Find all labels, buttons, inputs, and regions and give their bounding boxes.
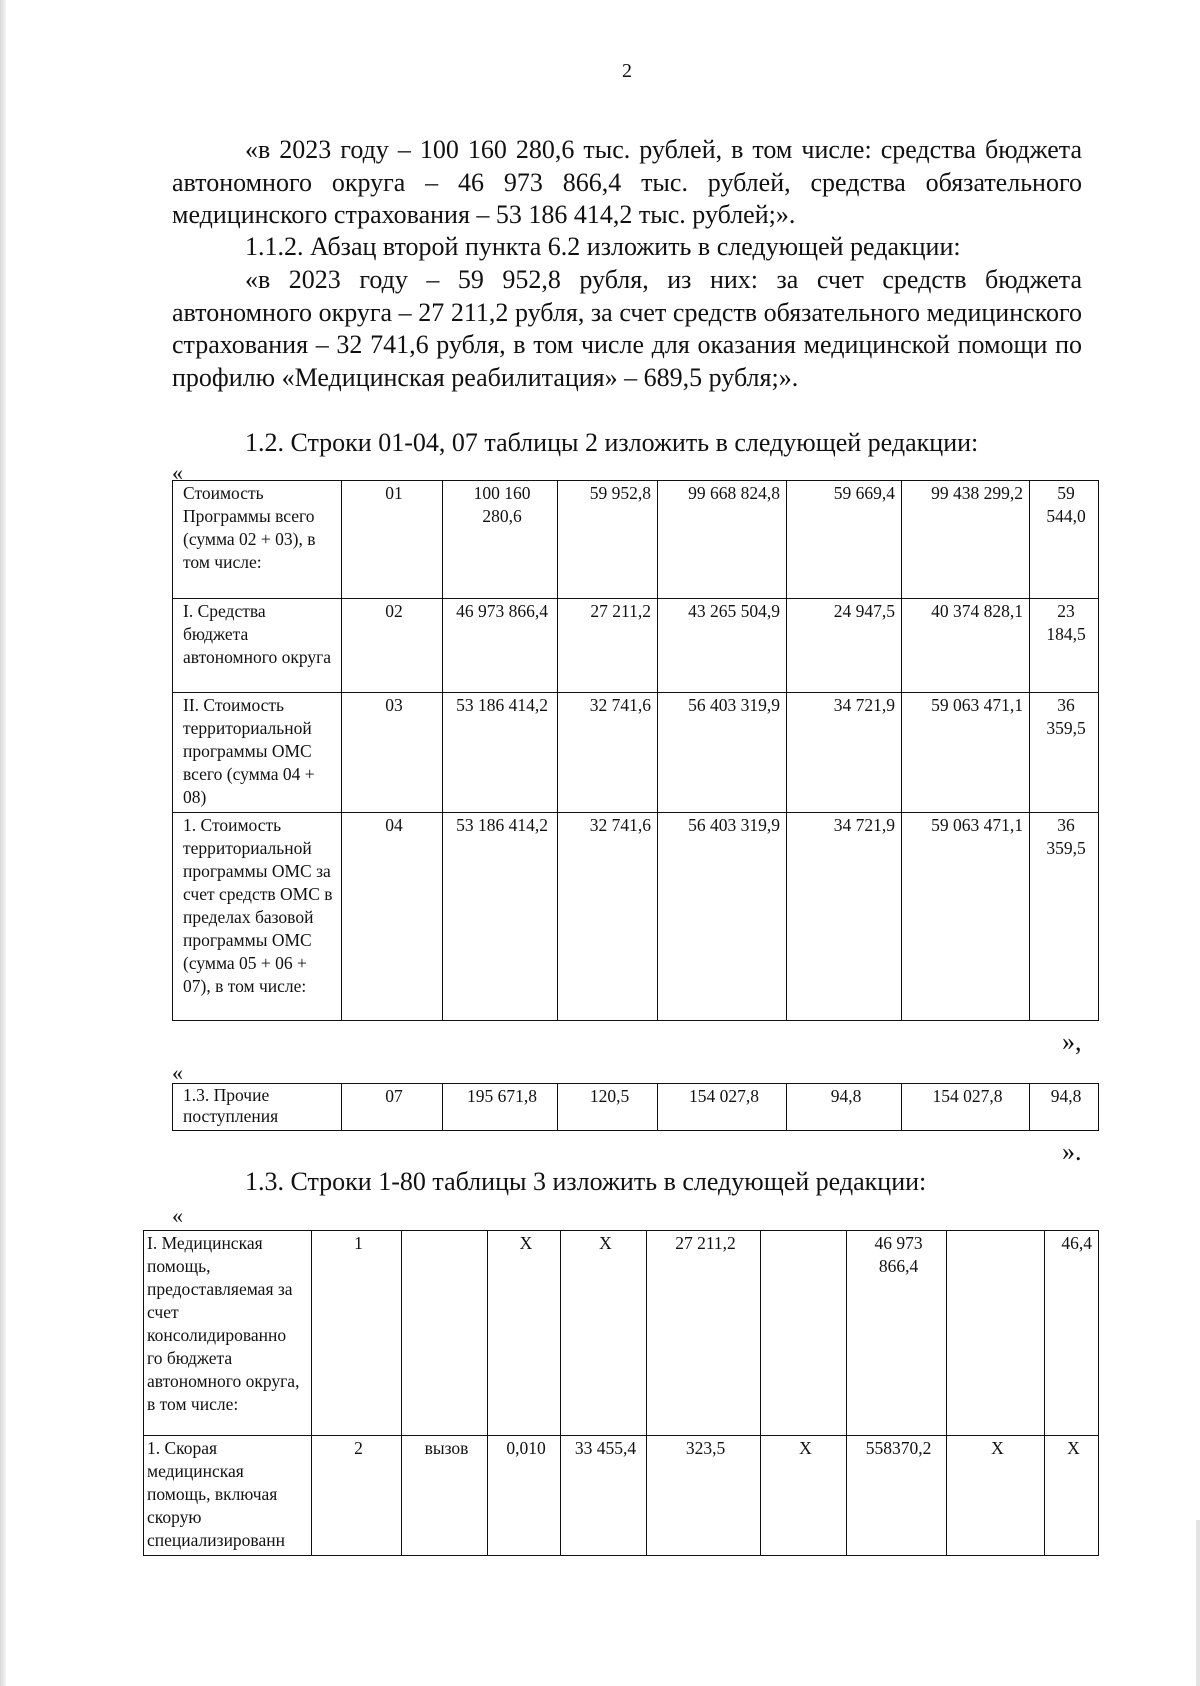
- table-cell: 59 063 471,1: [902, 813, 1030, 1021]
- open-quote-mark: «: [172, 1203, 183, 1228]
- table-cell: 99 438 299,2: [902, 481, 1030, 599]
- table-cell: 59 952,8: [558, 481, 658, 599]
- table-cell: [402, 1231, 488, 1436]
- table-cell: I. Медицинская помощь, предоставляемая за счет консолидированно го бюджета автономного округа, в том числе:: [144, 1231, 312, 1436]
- page-number: 2: [622, 60, 632, 82]
- table-cell: вызов: [402, 1436, 488, 1556]
- table-cell: 23 184,5: [1030, 599, 1099, 693]
- table-cell: X: [1045, 1436, 1099, 1556]
- paragraph-item-1-2: 1.2. Строки 01-04, 07 таблицы 2 изложить в следующей редакции:: [245, 428, 979, 457]
- table-cell: 46 973 866,4: [847, 1231, 947, 1436]
- table-row: [144, 1231, 1099, 1436]
- table-cell: [947, 1231, 1045, 1436]
- table-cell: 32 741,6: [558, 813, 658, 1021]
- table-cell: 94,8: [1030, 1084, 1099, 1131]
- table-cell: 1: [312, 1231, 402, 1436]
- paragraph-item-1-3: 1.3. Строки 1-80 таблицы 3 изложить в следующей редакции:: [245, 1167, 927, 1196]
- table-cell: 53 186 414,2: [443, 693, 558, 813]
- table-row: [173, 1084, 1099, 1131]
- table-cell: 1. Стоимость территориальной программы ОМС за счет средств ОМС в пределах базовой программы ОМС (сумма 05 + 06 + 07), в том числе:: [173, 813, 342, 1021]
- paragraph-per-capita-2023: «в 2023 году – 59 952,8 рубля, из них: за счет средств бюджета автономного округа – 27 211,2 рубля, за счет средств обязательного медицинского страхования – 32 741,6 рубля, в том числе для оказания медицинской помощи по профилю «Медицинская реабилитация» – 689,5 рубля;».: [172, 265, 1082, 392]
- table-cell: 40 374 828,1: [902, 599, 1030, 693]
- table-cell: 27 211,2: [558, 599, 658, 693]
- table-cell: 36 359,5: [1030, 693, 1099, 813]
- table-cell: 154 027,8: [902, 1084, 1030, 1131]
- close-quote-comma: »,: [1062, 1027, 1082, 1056]
- table-cell: 07: [342, 1084, 443, 1131]
- table-2-row-07: [172, 1083, 1099, 1131]
- table-cell: 59 544,0: [1030, 481, 1099, 599]
- table-cell: 46 973 866,4: [443, 599, 558, 693]
- paragraph-budget-2023: «в 2023 году – 100 160 280,6 тыс. рублей, в том числе: средства бюджета автономного округа – 46 973 866,4 тыс. рублей, средства обязательного медицинского страхования – 53 186 414,2 тыс. рублей;».: [172, 135, 1082, 229]
- table-cell: [761, 1231, 847, 1436]
- table-cell: 100 160 280,6: [443, 481, 558, 599]
- table-cell: X: [761, 1436, 847, 1556]
- table-2-rows-01-04: [172, 480, 1099, 1021]
- table-row: [173, 693, 1099, 813]
- table-row: [173, 813, 1099, 1021]
- table-cell: 24 947,5: [787, 599, 902, 693]
- table-cell: 94,8: [787, 1084, 902, 1131]
- table-cell: 03: [342, 693, 443, 813]
- table-cell: 154 027,8: [658, 1084, 787, 1131]
- table-cell: 0,010: [488, 1436, 561, 1556]
- paragraph-item-1-1-2: 1.1.2. Абзац второй пункта 6.2 изложить в следующей редакции:: [245, 232, 961, 261]
- table-3-rows: [143, 1230, 1099, 1556]
- table-cell: 99 668 824,8: [658, 481, 787, 599]
- table-cell: 59 063 471,1: [902, 693, 1030, 813]
- scan-edge: [0, 0, 6, 1686]
- table-cell: 1. Скорая медицинская помощь, включая скорую специализированн: [144, 1436, 312, 1556]
- table-cell: 195 671,8: [443, 1084, 558, 1131]
- table-cell: 34 721,9: [787, 813, 902, 1021]
- table-cell: 32 741,6: [558, 693, 658, 813]
- table-cell: 33 455,4: [561, 1436, 647, 1556]
- table-cell: 59 669,4: [787, 481, 902, 599]
- table-cell: 34 721,9: [787, 693, 902, 813]
- table-cell: I. Средства бюджета автономного округа: [173, 599, 342, 693]
- table-cell: X: [488, 1231, 561, 1436]
- table-cell: 53 186 414,2: [443, 813, 558, 1021]
- table-cell: 01: [342, 481, 443, 599]
- table-cell: 56 403 319,9: [658, 813, 787, 1021]
- open-quote-mark: «: [172, 460, 183, 485]
- table-cell: 56 403 319,9: [658, 693, 787, 813]
- table-cell: II. Стоимость территориальной программы ОМС всего (сумма 04 + 08): [173, 693, 342, 813]
- close-quote-dot: ».: [1062, 1137, 1082, 1166]
- table-cell: 02: [342, 599, 443, 693]
- table-row: [173, 481, 1099, 599]
- table-cell: Стоимость Программы всего (сумма 02 + 03), в том числе:: [173, 481, 342, 599]
- table-row: [144, 1436, 1099, 1556]
- table-cell: 46,4: [1045, 1231, 1099, 1436]
- table-cell: 323,5: [647, 1436, 761, 1556]
- table-cell: 04: [342, 813, 443, 1021]
- scan-edge-right: [1196, 1520, 1200, 1686]
- table-cell: 120,5: [558, 1084, 658, 1131]
- table-cell: 2: [312, 1436, 402, 1556]
- table-cell: 558370,2: [847, 1436, 947, 1556]
- table-cell: X: [561, 1231, 647, 1436]
- open-quote-mark: «: [172, 1060, 183, 1085]
- table-cell: 36 359,5: [1030, 813, 1099, 1021]
- table-cell: 1.3. Прочие поступления: [173, 1084, 342, 1131]
- table-cell: 27 211,2: [647, 1231, 761, 1436]
- table-cell: X: [947, 1436, 1045, 1556]
- table-row: [173, 599, 1099, 693]
- table-cell: 43 265 504,9: [658, 599, 787, 693]
